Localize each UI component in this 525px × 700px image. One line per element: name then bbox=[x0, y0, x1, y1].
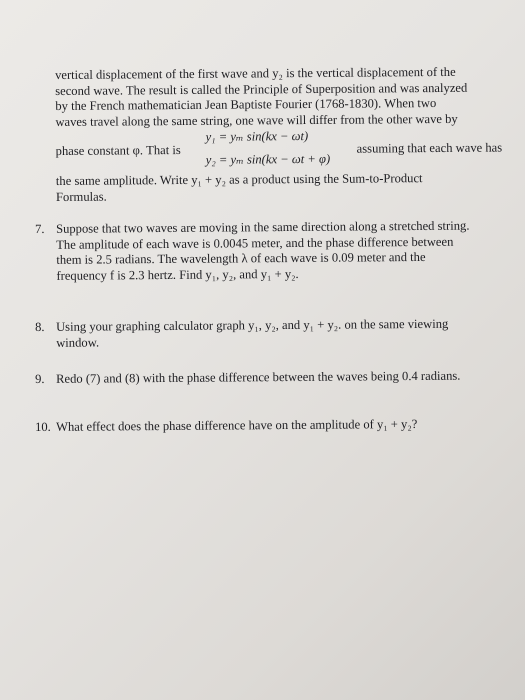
equation-row bbox=[55, 127, 503, 174]
intro-line-6: the same amplitude. Write y₁ + y₂ as a product using the Sum-to-Product bbox=[55, 171, 423, 188]
question-7-line-4: frequency f is 2.3 hertz. Find y₁, y₂, and y₁ + y₂. bbox=[56, 266, 299, 283]
intro-line-7: Formulas. bbox=[55, 189, 107, 204]
question-7-line-2: The amplitude of each wave is 0.0045 meter, and the phase difference between bbox=[56, 234, 454, 252]
question-7-line-3: them is 2.5 radians. The wavelength λ of each wave is 0.09 meter and the bbox=[56, 249, 426, 267]
question-7-line-1: Suppose that two waves are moving in the same direction along a stretched string. bbox=[55, 218, 470, 236]
assuming-text: assuming that each wave has bbox=[356, 140, 503, 156]
question-9-line-1: Redo (7) and (8) with the phase difference between the waves being 0.4 radians. bbox=[55, 368, 461, 386]
intro-line-1: vertical displacement of the first wave and y₂ is the vertical displacement of the bbox=[55, 64, 456, 82]
phase-constant-text: phase constant φ. That is bbox=[55, 143, 181, 158]
intro-paragraph bbox=[55, 64, 503, 205]
question-8-line-1: Using your graphing calculator graph y₁, y₂, and y₁ + y₂. on the same viewing bbox=[55, 316, 449, 334]
equation-y2: y₂ = yₘ sin(kx − ωt + φ) bbox=[205, 151, 331, 167]
question-number: 8. bbox=[35, 319, 45, 334]
question-number: 10. bbox=[35, 419, 51, 434]
intro-line-3: by the French mathematician Jean Baptiste Fourier (1768-1830). When two bbox=[55, 96, 437, 113]
intro-line-4: waves travel along the same string, one wave will differ from the other wave by bbox=[55, 111, 458, 129]
question-number: 9. bbox=[35, 371, 45, 386]
question-10-line-1: What effect does the phase difference have on the amplitude of y₁ + y₂? bbox=[55, 416, 418, 434]
question-8-line-2: window. bbox=[56, 334, 100, 350]
equation-y1: y₁ = yₘ sin(kx − ωt) bbox=[205, 129, 309, 144]
question-number: 7. bbox=[35, 221, 45, 236]
intro-line-2: second wave. The result is called the Principle of Superposition and was analyzed bbox=[55, 80, 468, 98]
